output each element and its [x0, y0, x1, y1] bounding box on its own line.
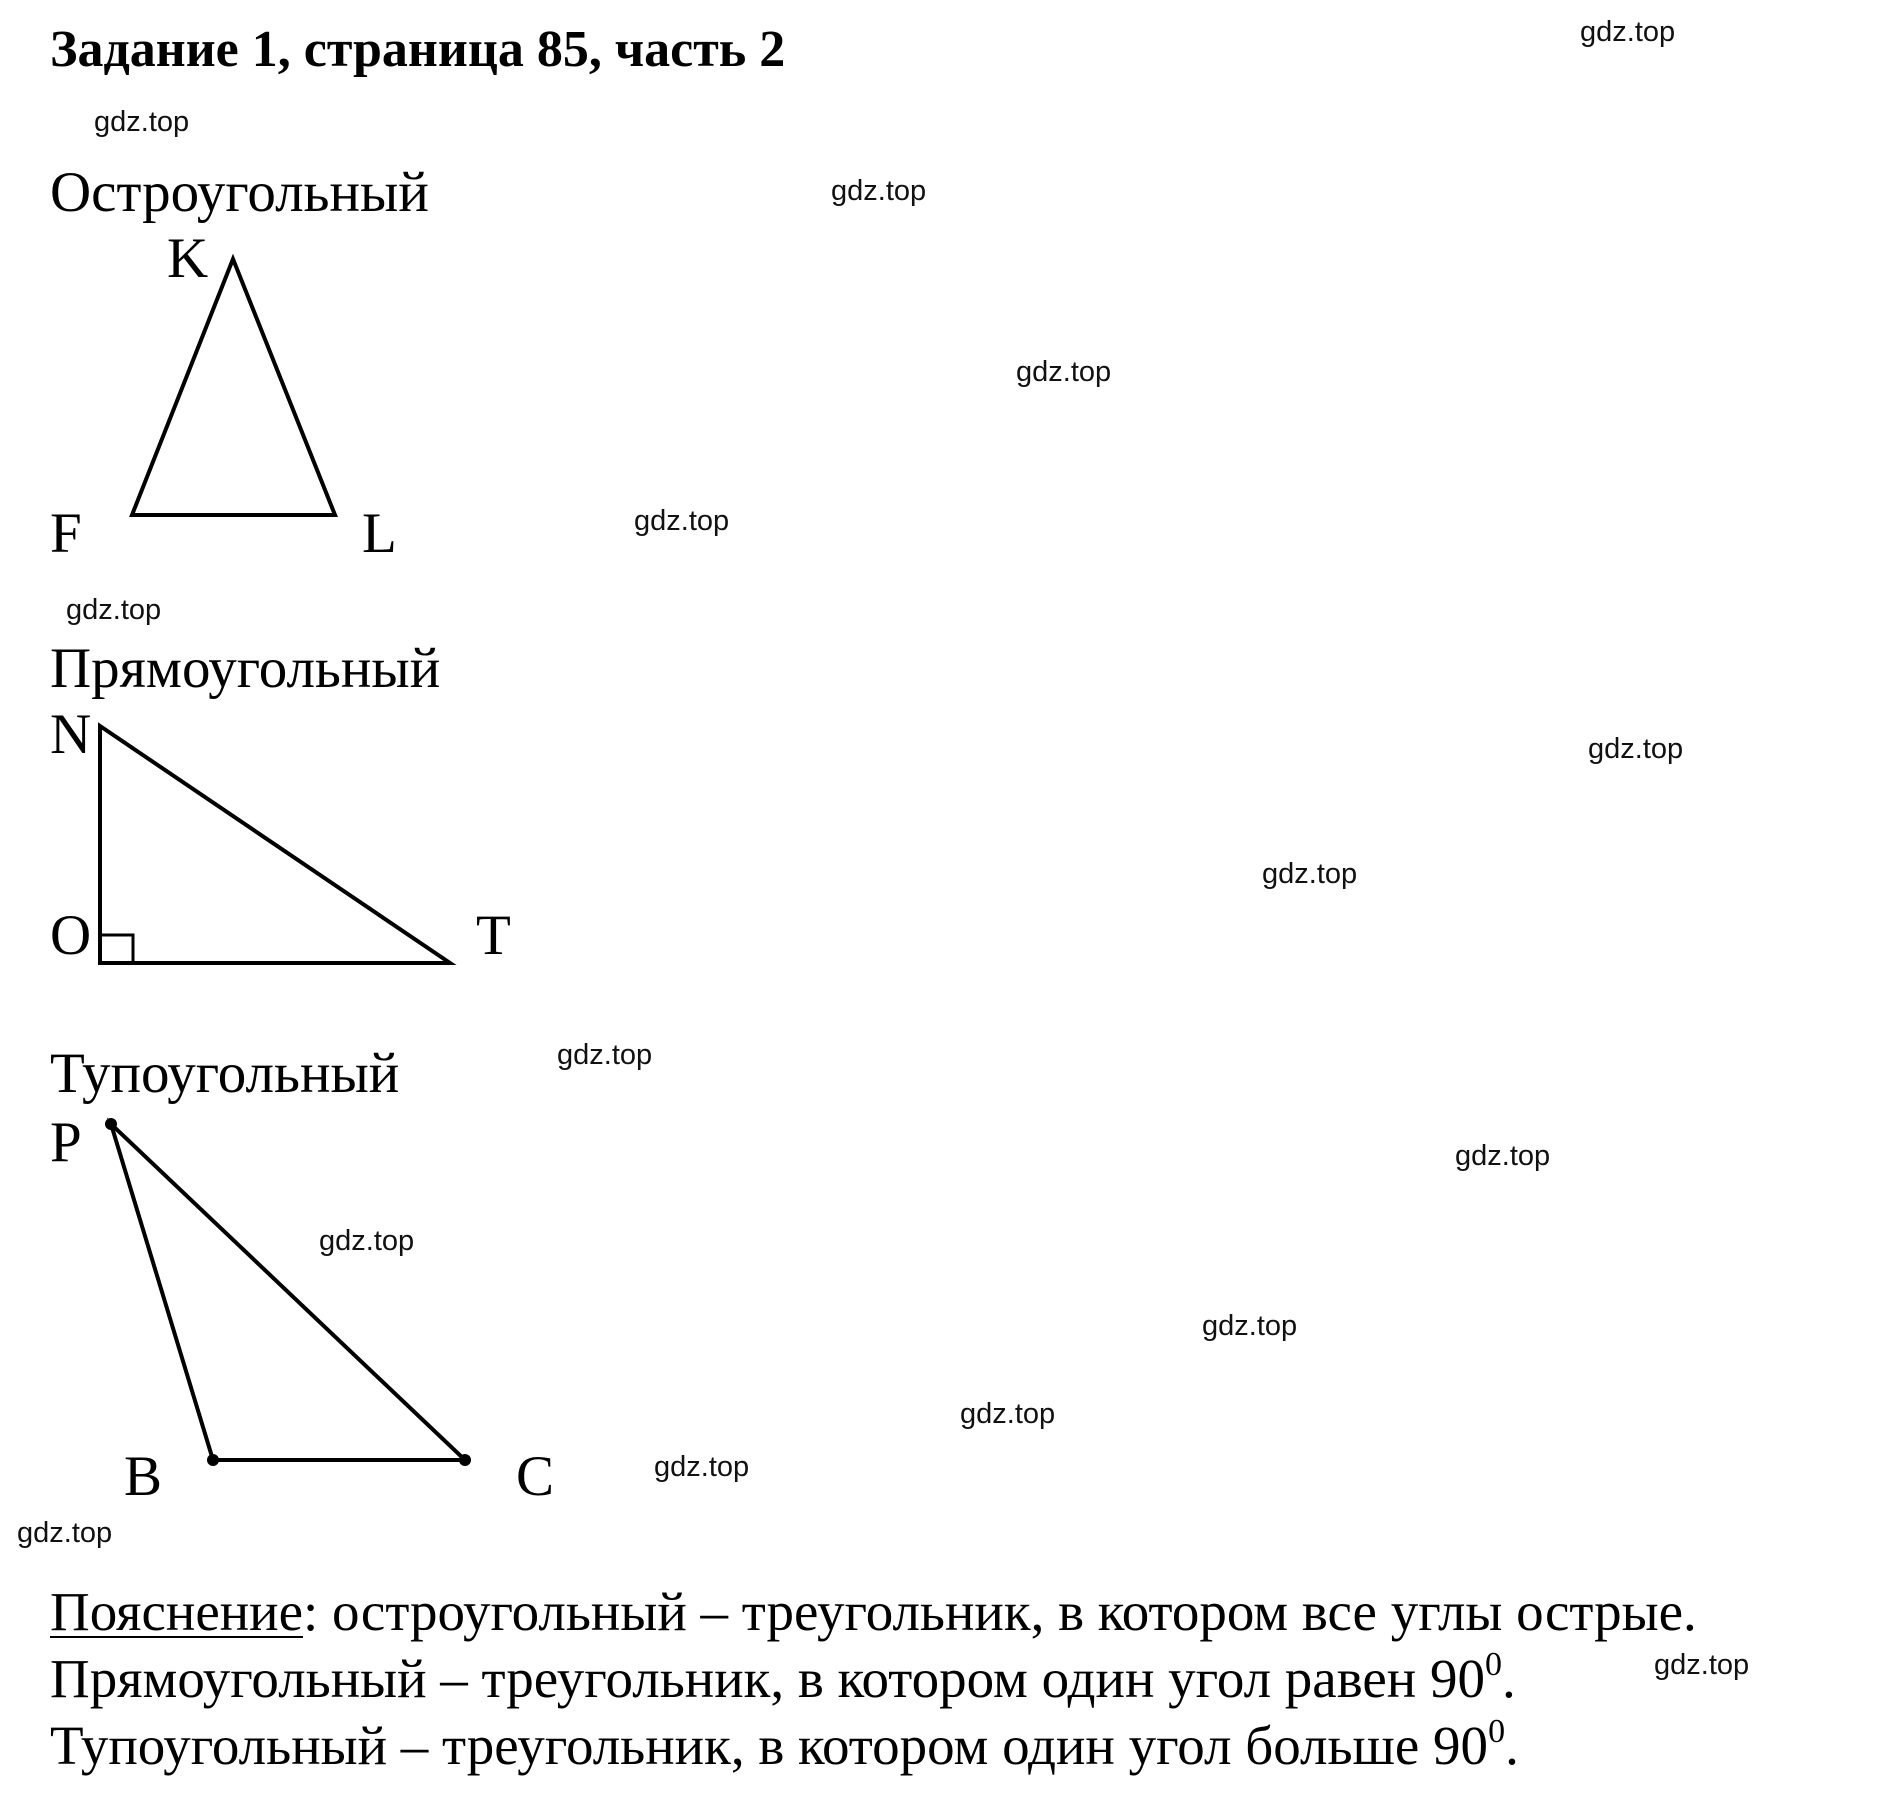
vertex-label-c: C	[516, 1445, 555, 1508]
explanation-line-2-end: .	[1501, 1648, 1516, 1709]
watermark: gdz.top	[1455, 1140, 1551, 1172]
right-triangle	[100, 726, 450, 963]
explanation-line-3-degree: 0	[1488, 1713, 1506, 1750]
explanation-line-3-text: Тупоугольный – треугольник, в котором один угол больше 90	[50, 1715, 1489, 1776]
explanation-line-1-text: : остроугольный – треугольник, в котором все углы острые.	[303, 1581, 1697, 1642]
watermark: gdz.top	[831, 175, 927, 207]
watermark: gdz.top	[1654, 1649, 1750, 1681]
watermark: gdz.top	[1016, 356, 1112, 388]
explanation-line-2	[50, 1646, 1516, 1709]
vertex-label-f: F	[50, 502, 82, 565]
vertex-dot-b	[207, 1454, 219, 1466]
watermark: gdz.top	[960, 1398, 1056, 1430]
right-angle-mark	[100, 935, 133, 963]
watermark: gdz.top	[319, 1225, 415, 1257]
vertex-label-k: K	[167, 227, 209, 290]
vertex-label-p: P	[50, 1111, 82, 1174]
heading-right: Прямоугольный	[50, 637, 441, 700]
vertex-label-l: L	[362, 502, 397, 565]
explanation-line-1	[50, 1581, 1697, 1642]
watermark: gdz.top	[94, 106, 190, 138]
watermark: gdz.top	[1580, 16, 1676, 48]
explanation-line-3-end: .	[1505, 1715, 1519, 1776]
vertex-dot-p	[105, 1118, 117, 1130]
explanation-label: Пояснение	[50, 1581, 304, 1642]
watermark: gdz.top	[557, 1039, 653, 1071]
page-title: Задание 1, страница 85, часть 2	[50, 21, 786, 78]
watermark: gdz.top	[1588, 733, 1684, 765]
vertex-label-o: O	[50, 904, 92, 967]
watermark: gdz.top	[1262, 858, 1358, 890]
heading-obtuse: Тупоугольный	[50, 1042, 400, 1105]
vertex-dot-c	[459, 1454, 471, 1466]
vertex-label-b: B	[124, 1445, 163, 1508]
explanation-line-2-text: Прямоугольный – треугольник, в котором один угол равен 90	[50, 1648, 1485, 1709]
watermark: gdz.top	[654, 1451, 750, 1483]
heading-acute: Остроугольный	[50, 161, 429, 224]
watermark: gdz.top	[634, 505, 730, 537]
explanation-line-2-degree: 0	[1484, 1646, 1502, 1683]
watermark: gdz.top	[1202, 1310, 1298, 1342]
watermark: gdz.top	[66, 594, 162, 626]
explanation-line-3	[50, 1713, 1519, 1776]
watermark: gdz.top	[17, 1517, 113, 1549]
vertex-label-n: N	[50, 703, 92, 766]
acute-triangle	[132, 259, 335, 515]
vertex-label-t: T	[476, 904, 511, 967]
obtuse-triangle	[111, 1124, 465, 1460]
